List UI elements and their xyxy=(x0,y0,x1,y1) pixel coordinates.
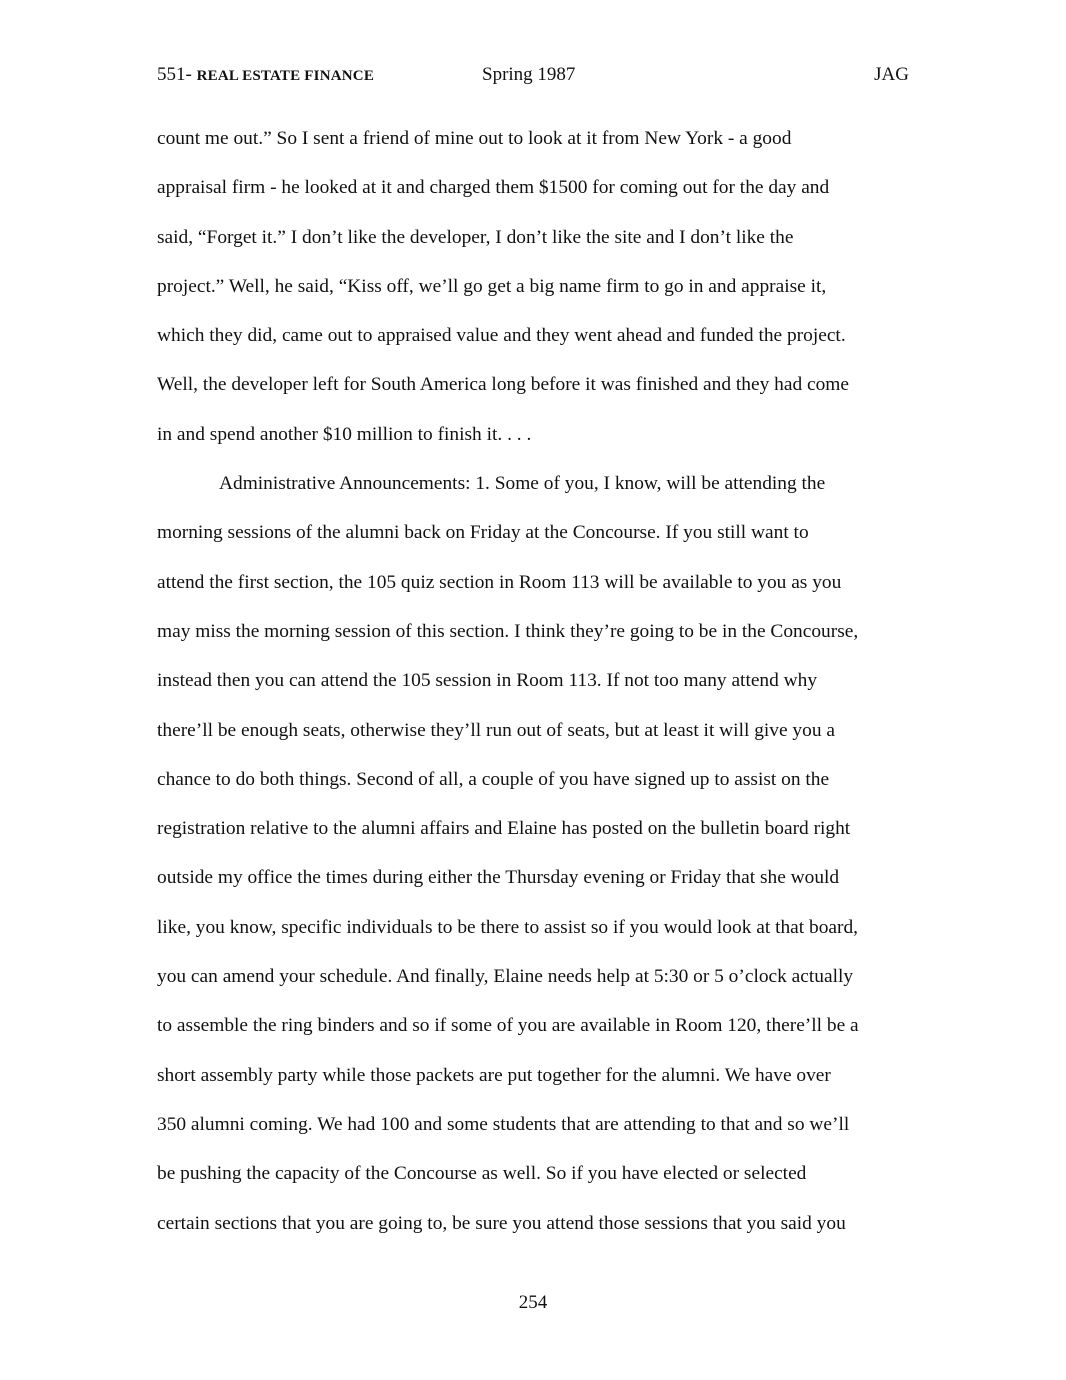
text-line: appraisal firm - he looked at it and charged them $1500 for coming out for the day and xyxy=(157,177,830,199)
text-line: outside my office the times during either the Thursday evening or Friday that she would xyxy=(157,867,840,889)
text-line: instead then you can attend the 105 session in Room 113. If not too many attend why xyxy=(157,670,818,692)
author-initials: JAG xyxy=(874,64,909,85)
text-line: certain sections that you are going to, be sure you attend those sessions that you said you xyxy=(157,1212,846,1234)
text-line: be pushing the capacity of the Concourse as well. So if you have elected or selected xyxy=(157,1163,807,1185)
term-label: Spring 1987 xyxy=(482,64,576,85)
text-line: count me out.” So I sent a friend of mine out to look at it from New York - a good xyxy=(157,128,792,149)
course-number: 551- xyxy=(157,64,192,85)
text-line: in and spend another $10 million to finish it. . . . xyxy=(157,423,532,445)
text-line: you can amend your schedule. And finally, Elaine needs help at 5:30 or 5 o’clock actually xyxy=(157,966,854,988)
text-line: which they did, came out to appraised value and they went ahead and funded the project. xyxy=(157,325,846,347)
paragraph-start-line: Administrative Announcements: 1. Some of you, I know, will be attending the xyxy=(219,473,826,495)
text-line: morning sessions of the alumni back on Friday at the Concourse. If you still want to xyxy=(157,522,809,544)
course-name: REAL ESTATE FINANCE xyxy=(196,68,375,84)
text-line: there’ll be enough seats, otherwise they’ll run out of seats, but at least it will give you a xyxy=(157,719,835,741)
text-line: registration relative to the alumni affairs and Elaine has posted on the bulletin board right xyxy=(157,818,851,840)
transcript-body xyxy=(157,114,915,1248)
text-line: attend the first section, the 105 quiz section in Room 113 will be available to you as you xyxy=(157,571,842,593)
text-line: said, “Forget it.” I don’t like the developer, I don’t like the site and I don’t like the xyxy=(157,226,794,248)
text-line: chance to do both things. Second of all, a couple of you have signed up to assist on the xyxy=(157,768,830,790)
text-line: like, you know, specific individuals to be there to assist so if you would look at that board, xyxy=(157,916,858,938)
text-line: short assembly party while those packets are put together for the alumni. We have over xyxy=(157,1064,831,1086)
text-line: 350 alumni coming. We had 100 and some students that are attending to that and so we’ll xyxy=(157,1113,850,1135)
text-line: project.” Well, he said, “Kiss off, we’ll go get a big name firm to go in and appraise it, xyxy=(157,275,827,297)
text-line: to assemble the ring binders and so if some of you are available in Room 120, there’ll be a xyxy=(157,1015,859,1037)
text-line: may miss the morning session of this section. I think they’re going to be in the Concourse, xyxy=(157,620,859,642)
page-header xyxy=(157,64,909,90)
course-label xyxy=(157,64,374,86)
page-number: 254 xyxy=(518,1292,548,1313)
text-line: Well, the developer left for South America long before it was finished and they had come xyxy=(157,374,849,396)
